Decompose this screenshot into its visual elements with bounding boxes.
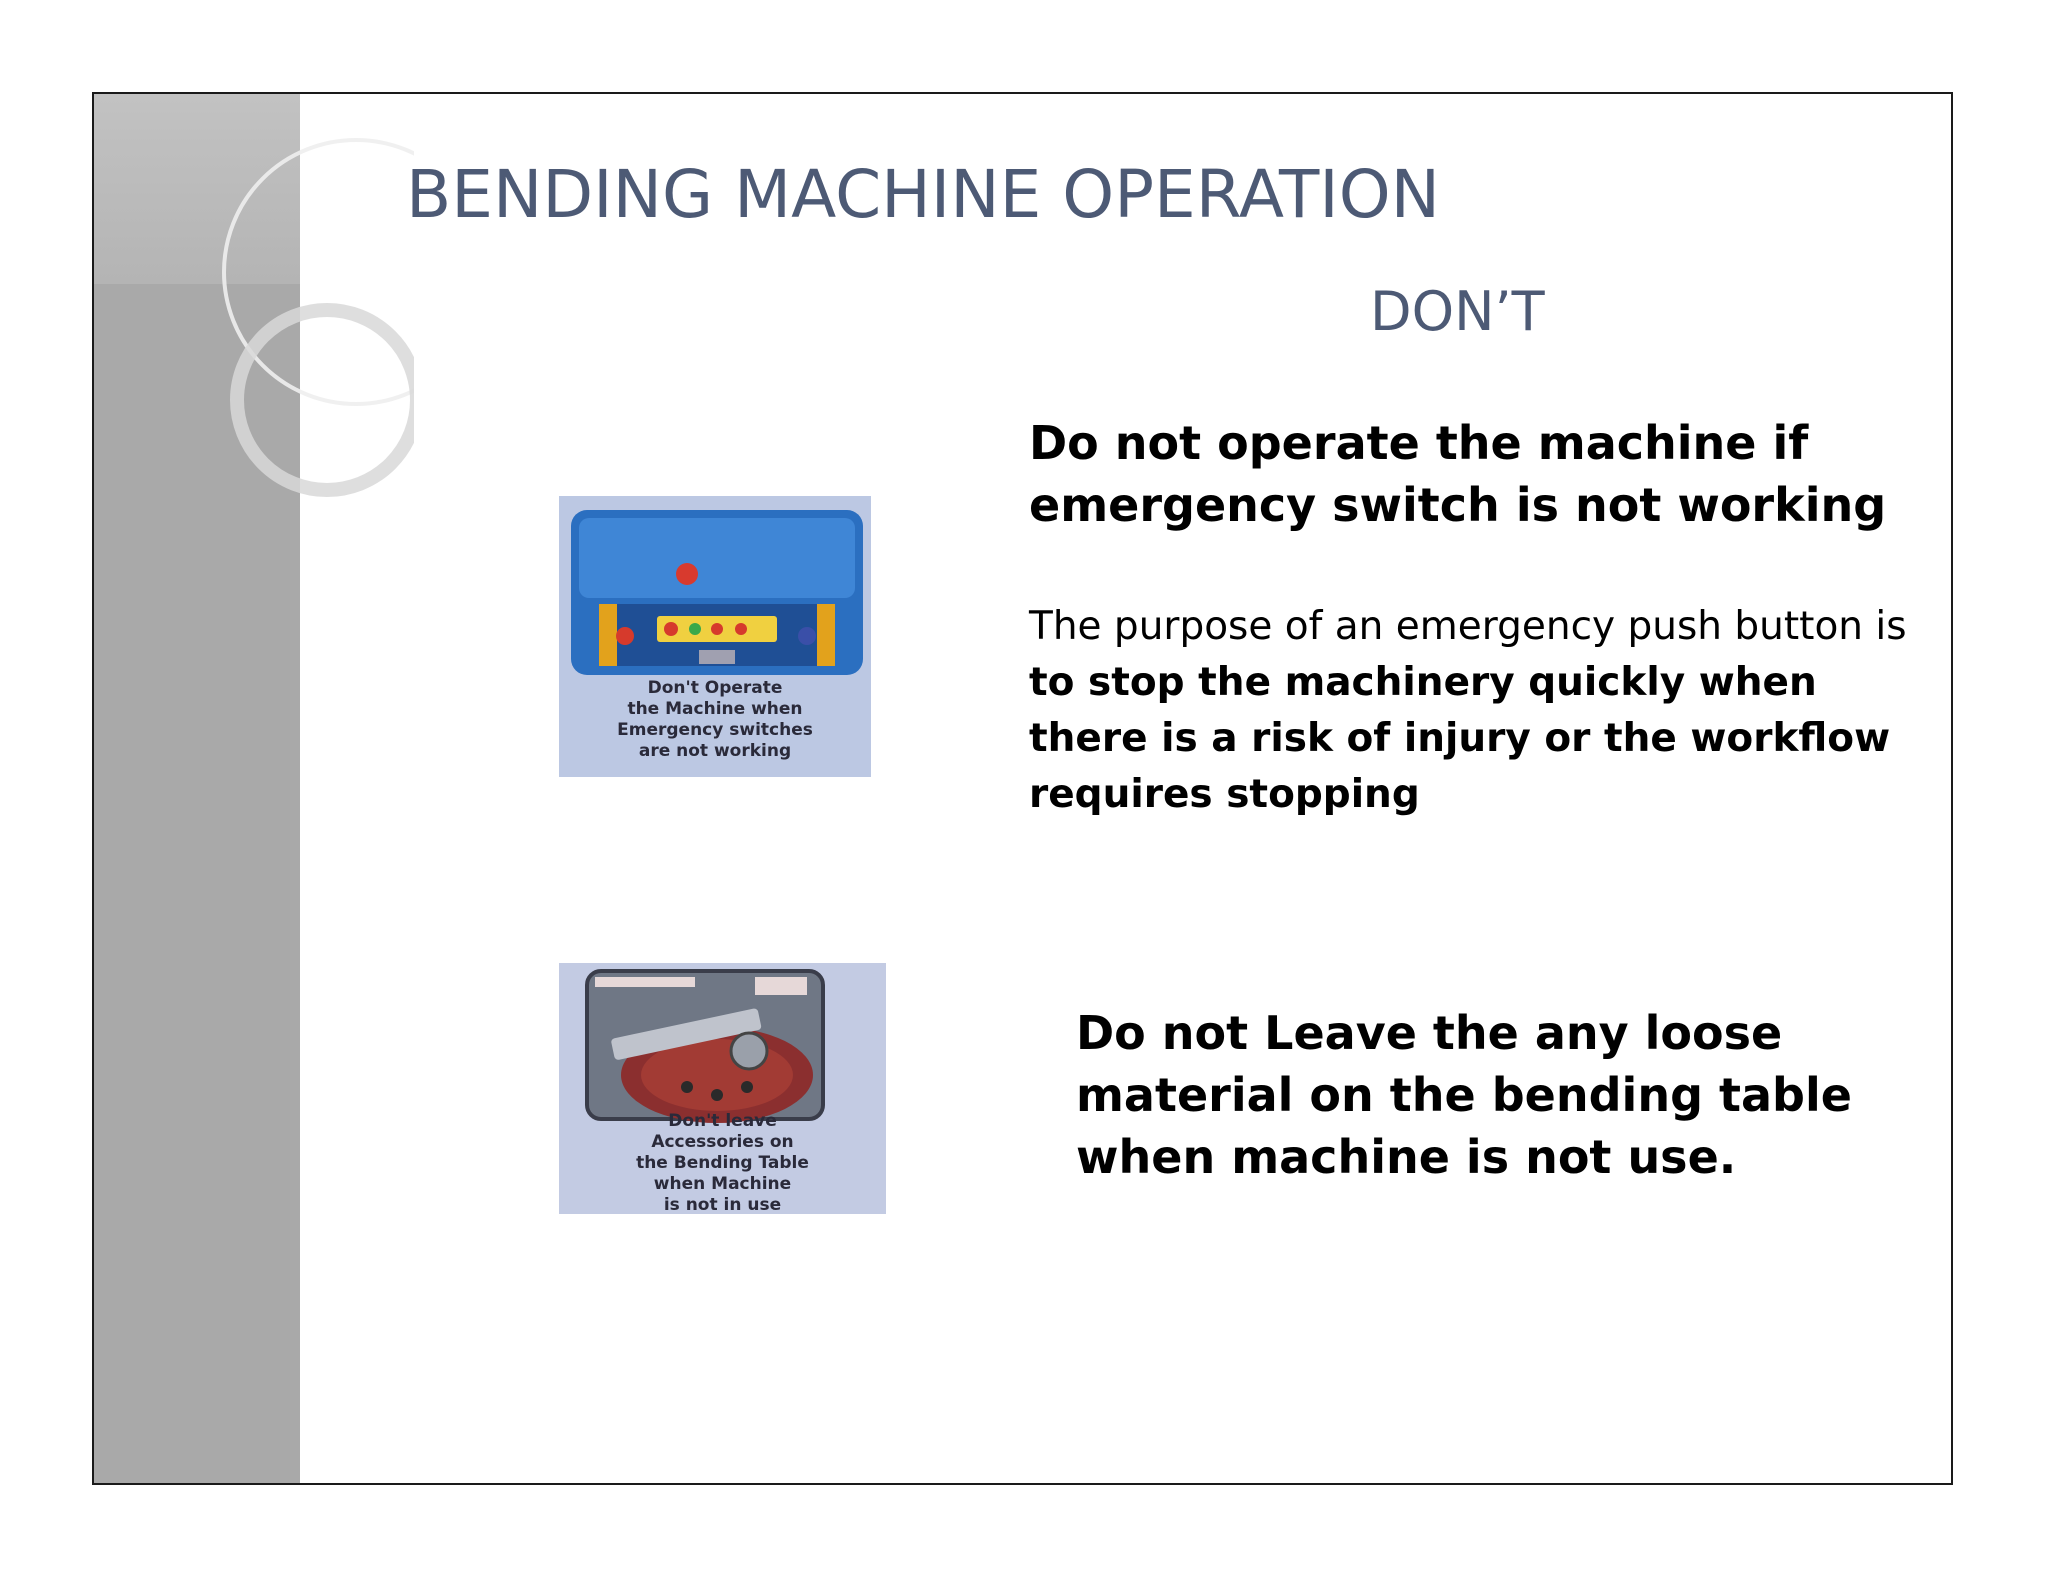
photo2-caption-line: Accessories on [651,1132,794,1152]
heading-line: Do not operate the machine if [1029,416,1809,470]
purpose-line: to stop the machinery quickly when [1029,660,1817,705]
photo1-caption [559,678,871,762]
purpose-line: requires stopping [1029,772,1420,817]
photo2-caption-line: is not in use [663,1195,782,1214]
photo1-caption-line: the Machine when [627,699,803,719]
dont-leave-material-heading [1076,1002,1936,1188]
heading-line: Do not Leave the any loose [1076,1006,1783,1060]
photo1-caption-line: are not working [638,741,792,761]
slide-subtitle: DON’T [1370,280,1545,343]
dont-operate-heading [1029,412,1929,536]
heading-line: emergency switch is not working [1029,478,1887,532]
emergency-switch-photo [559,496,871,777]
heading-line: when machine is not use. [1076,1130,1737,1184]
photo2-caption-line: the Bending Table [636,1153,809,1173]
photo1-caption-line: Emergency switches [617,720,813,740]
photo2-caption [559,1111,886,1214]
photo2-caption-line: when Machine [653,1174,792,1194]
photo2-caption-line: Don't leave [668,1111,777,1131]
decorative-circles [94,94,414,614]
purpose-line: there is a risk of injury or the workflow [1029,716,1891,761]
bending-table-photo [559,963,886,1214]
slide [92,92,1953,1485]
photo1-caption-line: Don't Operate [647,678,783,698]
heading-line: material on the bending table [1076,1068,1852,1122]
purpose-description [1029,599,1934,823]
purpose-intro: The purpose of an emergency push button is [1029,604,1907,649]
slide-title: BENDING MACHINE OPERATION [406,156,1441,233]
